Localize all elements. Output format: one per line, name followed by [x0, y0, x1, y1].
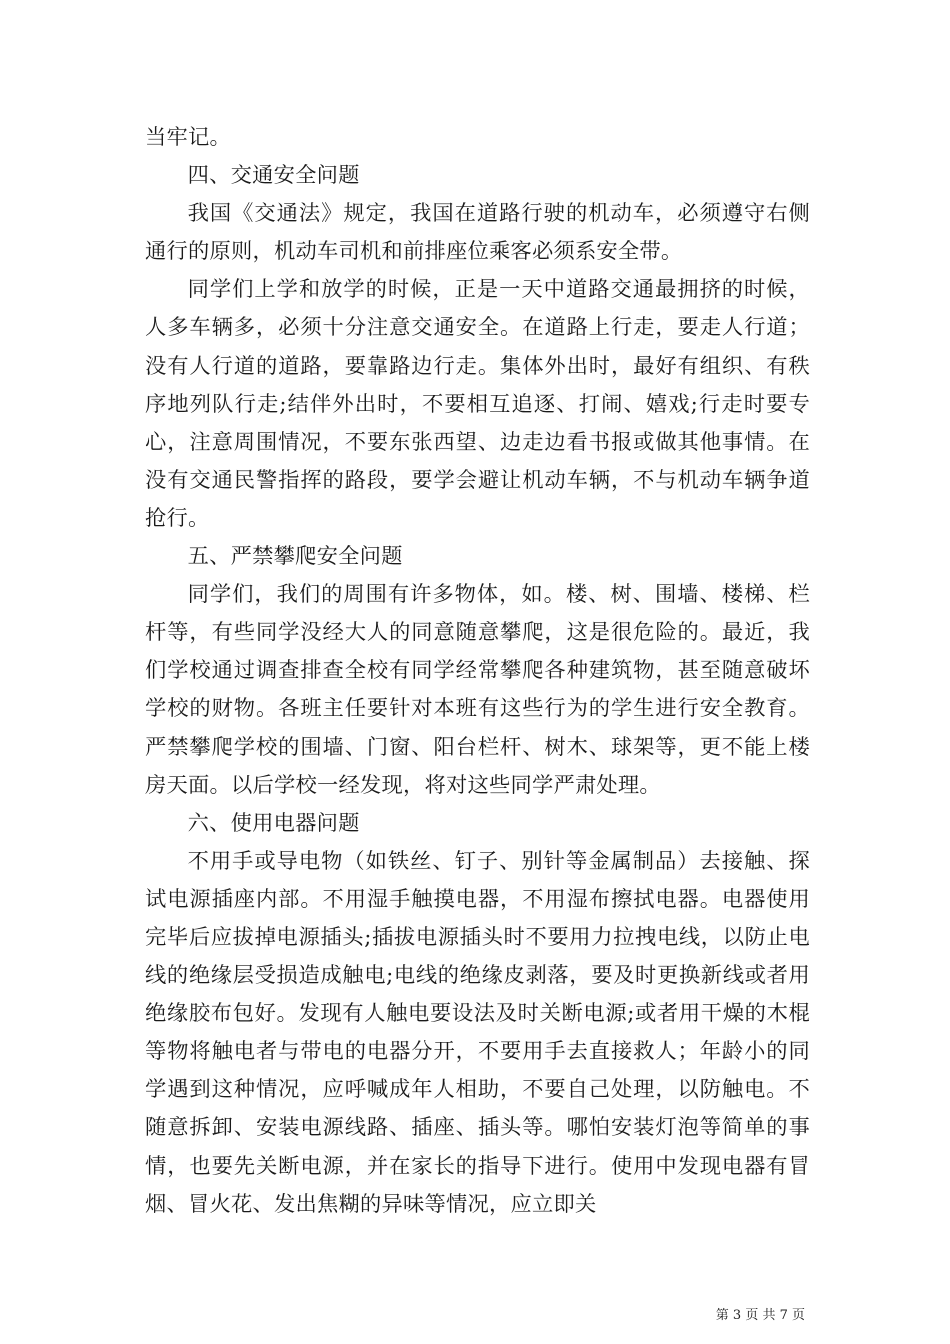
section-heading-electrical: 六、使用电器问题 — [187, 810, 360, 836]
section-heading-climbing: 五、严禁攀爬安全问题 — [187, 544, 403, 570]
section-heading-traffic: 四、交通安全问题 — [187, 163, 360, 189]
paragraph-electrical: 不用手或导电物（如铁丝、钉子、别针等金属制品）去接触、探试电源插座内部。不用湿手触摸电器，不用湿布擦拭电器。电器使用完毕后应拔掉电源插头;插拔电源插头时不要用力拉拽电线，以防止电线的绝缘层受损造成触电;电线的绝缘皮剥落，要及时更换新线或者用绝缘胶布包好。发现有人触电要设法及时关断电源;或者用干燥的木棍等物将触电者与带电的电器分开，不要用手去直接救人；年龄小的同学遇到这种情况，应呼喊成年人相助，不要自己处理，以防触电。不随意拆卸、安装电源线路、插座、插头等。哪怕安装灯泡等简单的事情，也要先关断电源，并在家长的指导下进行。使用中发现电器有冒烟、冒火花、发出焦糊的异味等情况，应立即关 — [145, 848, 810, 1217]
paragraph-climbing: 同学们，我们的周围有许多物体，如。楼、树、围墙、楼梯、栏杆等，有些同学没经大人的同意随意攀爬，这是很危险的。最近，我们学校通过调查排查全校有同学经常攀爬各种建筑物，甚至随意破坏学校的财物。各班主任要针对本班有这些行为的学生进行安全教育。严禁攀爬学校的围墙、门窗、阳台栏杆、树木、球架等，更不能上楼房天面。以后学校一经发现，将对这些同学严肃处理。 — [145, 582, 810, 798]
document-body — [145, 119, 810, 1224]
paragraph-traffic-safety: 同学们上学和放学的时候，正是一天中道路交通最拥挤的时候，人多车辆多，必须十分注意交通安全。在道路上行走，要走人行道；没有人行道的道路，要靠路边行走。集体外出时，最好有组织、有秩序地列队行走;结伴外出时，不要相互追逐、打闹、嬉戏;行走时要专心，注意周围情况，不要东张西望、边走边看书报或做其他事情。在没有交通民警指挥的路段，要学会避让机动车辆，不与机动车辆争道抢行。 — [145, 277, 810, 531]
page-number: 第 3 页 共 7 页 — [715, 1308, 805, 1323]
paragraph-continuation: 当牢记。 — [145, 125, 231, 150]
paragraph-traffic-law: 我国《交通法》规定，我国在道路行驶的机动车，必须遵守右侧通行的原则，机动车司机和前排座位乘客必须系安全带。 — [145, 201, 810, 265]
